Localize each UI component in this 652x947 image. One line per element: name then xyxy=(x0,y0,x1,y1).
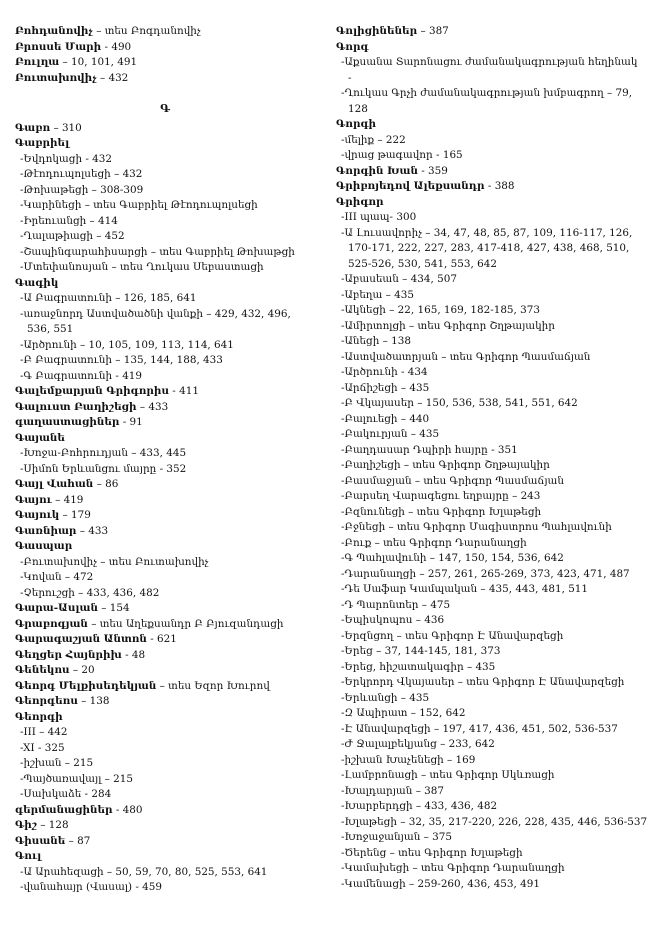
index-subentry: -Ծերենց – տես Գրիգոր Խլաթեցի xyxy=(341,846,523,859)
index-entry xyxy=(336,40,642,56)
index-entry xyxy=(15,384,315,400)
right-column xyxy=(336,24,648,892)
index-subentry: -XI - 325 xyxy=(20,741,65,754)
index-subentry: -Ա Լուսավորիչ – 34, 47, 48, 85, 87, 109, 116-117, 126, 170-171, 222, 227, 283, 417-418, 427, 438, 468, 510, 525-526, 530, 541, 553, 642 xyxy=(341,226,633,270)
entry-pages: - 411 xyxy=(168,385,199,397)
index-subentry: -Ղուկաս Գրչի ժամանակագրության խմբագրող – 79, 128 xyxy=(341,87,633,115)
entry-heading: Գասպար xyxy=(15,540,73,552)
entry-heading: Գաբո xyxy=(15,121,51,134)
index-entry xyxy=(15,477,315,493)
index-subentry: -Խալդարյան – 387 xyxy=(341,784,445,797)
index-entry xyxy=(15,493,315,509)
entry-heading: Բուտախովիչ xyxy=(15,71,97,84)
index-entry xyxy=(15,55,315,71)
index-subentry: -իշխան – 215 xyxy=(20,757,94,769)
index-subentry: -Խլաթեցի – 32, 35, 217-220, 226, 228, 435, 446, 536-537 xyxy=(341,815,648,828)
index-subentry: -Բջնեցի – տես Գրիգոր Մագիստրոս Պահլավունի xyxy=(341,521,612,533)
index-subentry: -Է Անավարզեցի – 197, 417, 436, 451, 502, 536-537 xyxy=(341,722,618,735)
index-subentry: -Խոջա-Բոհրուդյան – 433, 445 xyxy=(20,447,187,459)
index-subentry: -Դ Պարոնտեր – 475 xyxy=(341,598,451,611)
entry-pages: – 387 xyxy=(417,25,449,37)
entry-heading: Բոհդանովիչ xyxy=(15,25,93,37)
index-subentry: -Երկրորդ Վկայասեր – տես Գրիգոր Է Անավարզեցի xyxy=(341,676,625,688)
index-entry xyxy=(336,179,642,195)
index-subentry: -Արճիշեցի – 435 xyxy=(341,381,430,394)
entry-pages: – տես Եզոր Խուրով xyxy=(156,679,270,692)
index-entry xyxy=(15,508,315,524)
index-subentry: -Կամախեցի – տես Գրիգոր Դարանաղցի xyxy=(341,862,565,874)
entry-pages: - 91 xyxy=(119,416,143,428)
entry-pages: – 128 xyxy=(36,819,69,831)
index-subentry: -III – 442 xyxy=(20,726,68,738)
index-entry xyxy=(336,24,642,40)
index-entry xyxy=(336,195,642,211)
entry-heading: Գալուստ Բաղիշեցի xyxy=(15,400,137,413)
entry-heading: Գրիգոր xyxy=(336,195,384,208)
index-entry xyxy=(15,276,315,292)
entry-pages: – 433 xyxy=(136,400,169,413)
index-entry xyxy=(15,24,315,40)
index-subentry: -վանահայր (Վասալ) - 459 xyxy=(20,881,163,893)
entry-heading: Գառնիար xyxy=(15,524,77,537)
index-entry xyxy=(15,834,315,850)
index-subentry: -Դե Սաֆար Կամպական – 435, 443, 481, 511 xyxy=(341,583,589,595)
index-subentry: -Երեց – 37, 144-145, 181, 373 xyxy=(341,645,501,657)
index-entry xyxy=(15,803,315,819)
index-entry xyxy=(15,710,315,726)
entry-heading: Գրաբոգյան xyxy=(15,617,88,630)
index-subentry: -Դարանաղցի – 257, 261, 265-269, 373, 423, 471, 487 xyxy=(341,567,630,580)
entry-pages: - 48 xyxy=(121,648,146,661)
index-subentry: -Բաղդասար Դպիրի հայրը - 351 xyxy=(341,443,518,456)
index-entry xyxy=(336,164,642,180)
index-subentry: -Երևանցի – 435 xyxy=(341,691,430,704)
index-subentry: -Կարինեցի – տես Գաբրիել Թէոդուպոլսեցի xyxy=(20,199,258,211)
index-entry xyxy=(15,648,315,664)
entry-pages: – 310 xyxy=(50,121,82,134)
entry-pages: – 432 xyxy=(96,71,129,84)
index-entry xyxy=(15,617,315,633)
index-entry xyxy=(15,400,315,416)
entry-heading: Բրոսսե Մարի xyxy=(15,40,102,53)
index-subentry: -Թէոդուպոլսեցի – 432 xyxy=(20,168,143,180)
section-gap xyxy=(15,86,315,95)
entry-pages: – 433 xyxy=(76,524,109,537)
entry-pages: - 359 xyxy=(417,164,448,177)
index-subentry: -Բարսեղ Վարագեցու եղբայրը – 243 xyxy=(341,490,541,502)
entry-heading: Գալեմքարյան Գրիգորիս xyxy=(15,385,169,397)
index-entry xyxy=(15,40,315,56)
index-subentry: -Եվդոկացի - 432 xyxy=(20,152,113,165)
entry-pages: – 87 xyxy=(65,834,91,847)
index-subentry: -Արծրունի - 434 xyxy=(341,366,428,378)
index-subentry: -Բզնունեցի – տես Գրիգոր Խլաթեցի xyxy=(341,505,542,518)
index-subentry: -Կովան – 472 xyxy=(20,571,94,583)
index-entry xyxy=(15,601,315,617)
entry-pages: – 20 xyxy=(69,664,95,676)
entry-heading: Գորգին Խան xyxy=(336,164,418,177)
index-subentry: -Անեցի – 138 xyxy=(341,335,411,347)
index-subentry: -Խարբերդցի – 433, 436, 482 xyxy=(341,800,498,812)
index-subentry: -Բուտախովիչ – տես Բուտախովիչ xyxy=(20,555,209,568)
entry-heading: Գուլ xyxy=(15,850,42,862)
entry-heading: Գարագաշյան Անտոն xyxy=(15,633,147,645)
entry-heading: Գարա-Ասլան xyxy=(15,602,98,614)
entry-heading: Բուլղա xyxy=(15,56,60,68)
entry-heading: Գայուկ xyxy=(15,509,60,521)
entry-heading: Գորգի xyxy=(336,118,377,130)
index-subentry: -Աբասեան – 434, 507 xyxy=(341,273,457,285)
entry-heading: գերմանացիներ xyxy=(15,803,113,816)
index-subentry: -Ա Բագրատունի – 126, 185, 641 xyxy=(20,292,197,304)
index-subentry: -առաջնորդ Աստվածածնի վանքի – 429, 432, 496, 536, 551 xyxy=(20,307,291,335)
index-subentry: -Պայծառավայլ – 215 xyxy=(20,772,134,785)
index-subentry: -III պապ- 300 xyxy=(341,211,417,223)
entry-heading: Գիսանե xyxy=(15,834,66,847)
entry-heading: գաղաստացիներ xyxy=(15,416,120,428)
index-subentry: -Բուք – տես Գրիգոր Դարանաղցի xyxy=(341,536,527,549)
index-entry xyxy=(15,121,315,137)
index-entry xyxy=(336,117,642,133)
entry-pages: – 138 xyxy=(77,695,110,707)
index-subentry: -Շապինգարահիսարցի – տես Գաբրիել Թոխաթցի xyxy=(20,245,295,258)
entry-pages: - 490 xyxy=(101,40,132,53)
entry-pages: - 621 xyxy=(146,633,177,645)
entry-pages: - 388 xyxy=(484,180,515,192)
index-subentry: -Ժ Ջալալբեկյանց – 233, 642 xyxy=(341,738,495,750)
index-entry xyxy=(15,524,315,540)
index-subentry: -Չերուշցի – 433, 436, 482 xyxy=(20,586,160,599)
index-entry xyxy=(15,679,315,695)
index-subentry: -Բալուեցի – 440 xyxy=(341,412,430,425)
index-subentry: -Բասմաջյան – տես Գրիգոր Պասմաճյան xyxy=(341,474,565,487)
entry-heading: Գեորգեոս xyxy=(15,695,78,707)
entry-heading: Գայու xyxy=(15,493,52,506)
entry-heading: Գաբրիել xyxy=(15,137,70,149)
index-subentry: -Զ Ապիրատ – 152, 642 xyxy=(341,707,466,719)
entry-pages: – տես Բոգդանովիչ xyxy=(92,25,201,37)
index-subentry: -Բ Բագրատունի – 135, 144, 188, 433 xyxy=(20,354,223,366)
index-entry xyxy=(15,694,315,710)
index-entry xyxy=(15,632,315,648)
index-subentry: -Աքսանա Տարոնացու ժամանակագրության հեղինակ - xyxy=(341,56,638,84)
section-letter: Գ xyxy=(160,102,170,115)
entry-heading: Գոլիցինեներ xyxy=(336,25,418,37)
index-entry xyxy=(15,431,315,447)
index-entry xyxy=(15,663,315,679)
entry-heading: Գեորգի xyxy=(15,710,63,723)
index-subentry: -Կամենացի – 259-260, 436, 453, 491 xyxy=(341,877,540,890)
index-subentry: -Բ Վկայասեր – 150, 536, 538, 541, 551, 642 xyxy=(341,397,578,409)
entry-heading: Գայլ Վահան xyxy=(15,478,94,490)
index-entry xyxy=(15,71,315,87)
left-column xyxy=(15,24,315,896)
entry-pages: – 154 xyxy=(97,602,130,614)
index-entry xyxy=(15,539,315,555)
index-subentry: -վրաց թագավոր - 165 xyxy=(341,149,463,161)
index-subentry: -Երզնցող – տես Գրիգոր Է Անավարզեցի xyxy=(341,629,564,642)
entry-heading: Գորգ xyxy=(336,40,369,53)
entry-heading: Գեղցեր Հայնրիխ xyxy=(15,648,122,661)
index-subentry: -Երեց, հիշատակագիր – 435 xyxy=(341,660,496,673)
index-subentry: -մելիք – 222 xyxy=(341,133,406,146)
entry-pages: – 86 xyxy=(93,478,119,490)
index-subentry: -իշխան Խաչենեցի – 169 xyxy=(341,753,476,766)
entry-heading: Գենեկոս xyxy=(15,664,70,676)
index-entry xyxy=(15,136,315,152)
index-subentry: -Իրեուանցի – 414 xyxy=(20,214,118,227)
index-subentry: -Ա Արահեզացի – 50, 59, 70, 80, 525, 553, 641 xyxy=(20,865,268,878)
index-subentry: -Գ Բագրատունի - 419 xyxy=(20,369,143,382)
entry-heading: Գրիբոյեդով Ալեքսանդր xyxy=(336,180,485,192)
index-subentry: -Աստվածատրյան – տես Գրիգոր Պասմաճյան xyxy=(341,350,591,363)
entry-pages: – 419 xyxy=(51,493,84,506)
index-subentry: -Ակնեցի – 22, 165, 169, 182-185, 373 xyxy=(341,304,540,316)
index-entry xyxy=(15,818,315,834)
index-subentry: -Գ Պահլավունի – 147, 150, 154, 536, 642 xyxy=(341,552,564,564)
index-subentry: -Խոջաջանյան – 375 xyxy=(341,831,452,843)
index-subentry: -Ղալաթիացի – 452 xyxy=(20,230,125,242)
entry-pages: – 10, 101, 491 xyxy=(59,56,138,68)
entry-pages: – 179 xyxy=(59,509,91,521)
index-subentry: -Աբեղա – 435 xyxy=(341,288,414,301)
entry-pages: – տես Աղեքսանդր Բ Բյուզանդացի xyxy=(87,617,284,630)
index-subentry: -Բաղիշեցի – տես Գրիգոր Շղթայակիր xyxy=(341,459,550,471)
entry-pages: - 480 xyxy=(112,803,143,816)
entry-heading: Գայանե xyxy=(15,431,65,444)
index-entry xyxy=(15,415,315,431)
index-subentry: -Բակուրյան – 435 xyxy=(341,428,440,440)
entry-heading: Գիշ xyxy=(15,819,37,831)
index-subentry: -Սախկաձե - 284 xyxy=(20,788,112,800)
index-subentry: -Լամբրոնացի – տես Գրիգոր Սկևռացի xyxy=(341,769,555,781)
index-subentry: -Սիմոն Երևանցու մայրը - 352 xyxy=(20,462,187,475)
index-subentry: -Եպիսկոպոս – 436 xyxy=(341,614,445,626)
index-entry xyxy=(15,849,315,865)
index-subentry: -Ամիրտոլցի – տես Գրիգոր Շղթայակիր xyxy=(341,319,555,332)
entry-heading: Գեորգ Մելքիսեդեկյան xyxy=(15,679,157,692)
index-subentry: -Մտեփանոսյան – տես Ղուկաս Սեբաստացի xyxy=(20,261,264,273)
index-subentry: -Թոխաթեցի – 308-309 xyxy=(20,183,144,196)
entry-heading: Գագիկ xyxy=(15,276,59,289)
index-subentry: -Արծրունի – 10, 105, 109, 113, 114, 641 xyxy=(20,338,234,351)
